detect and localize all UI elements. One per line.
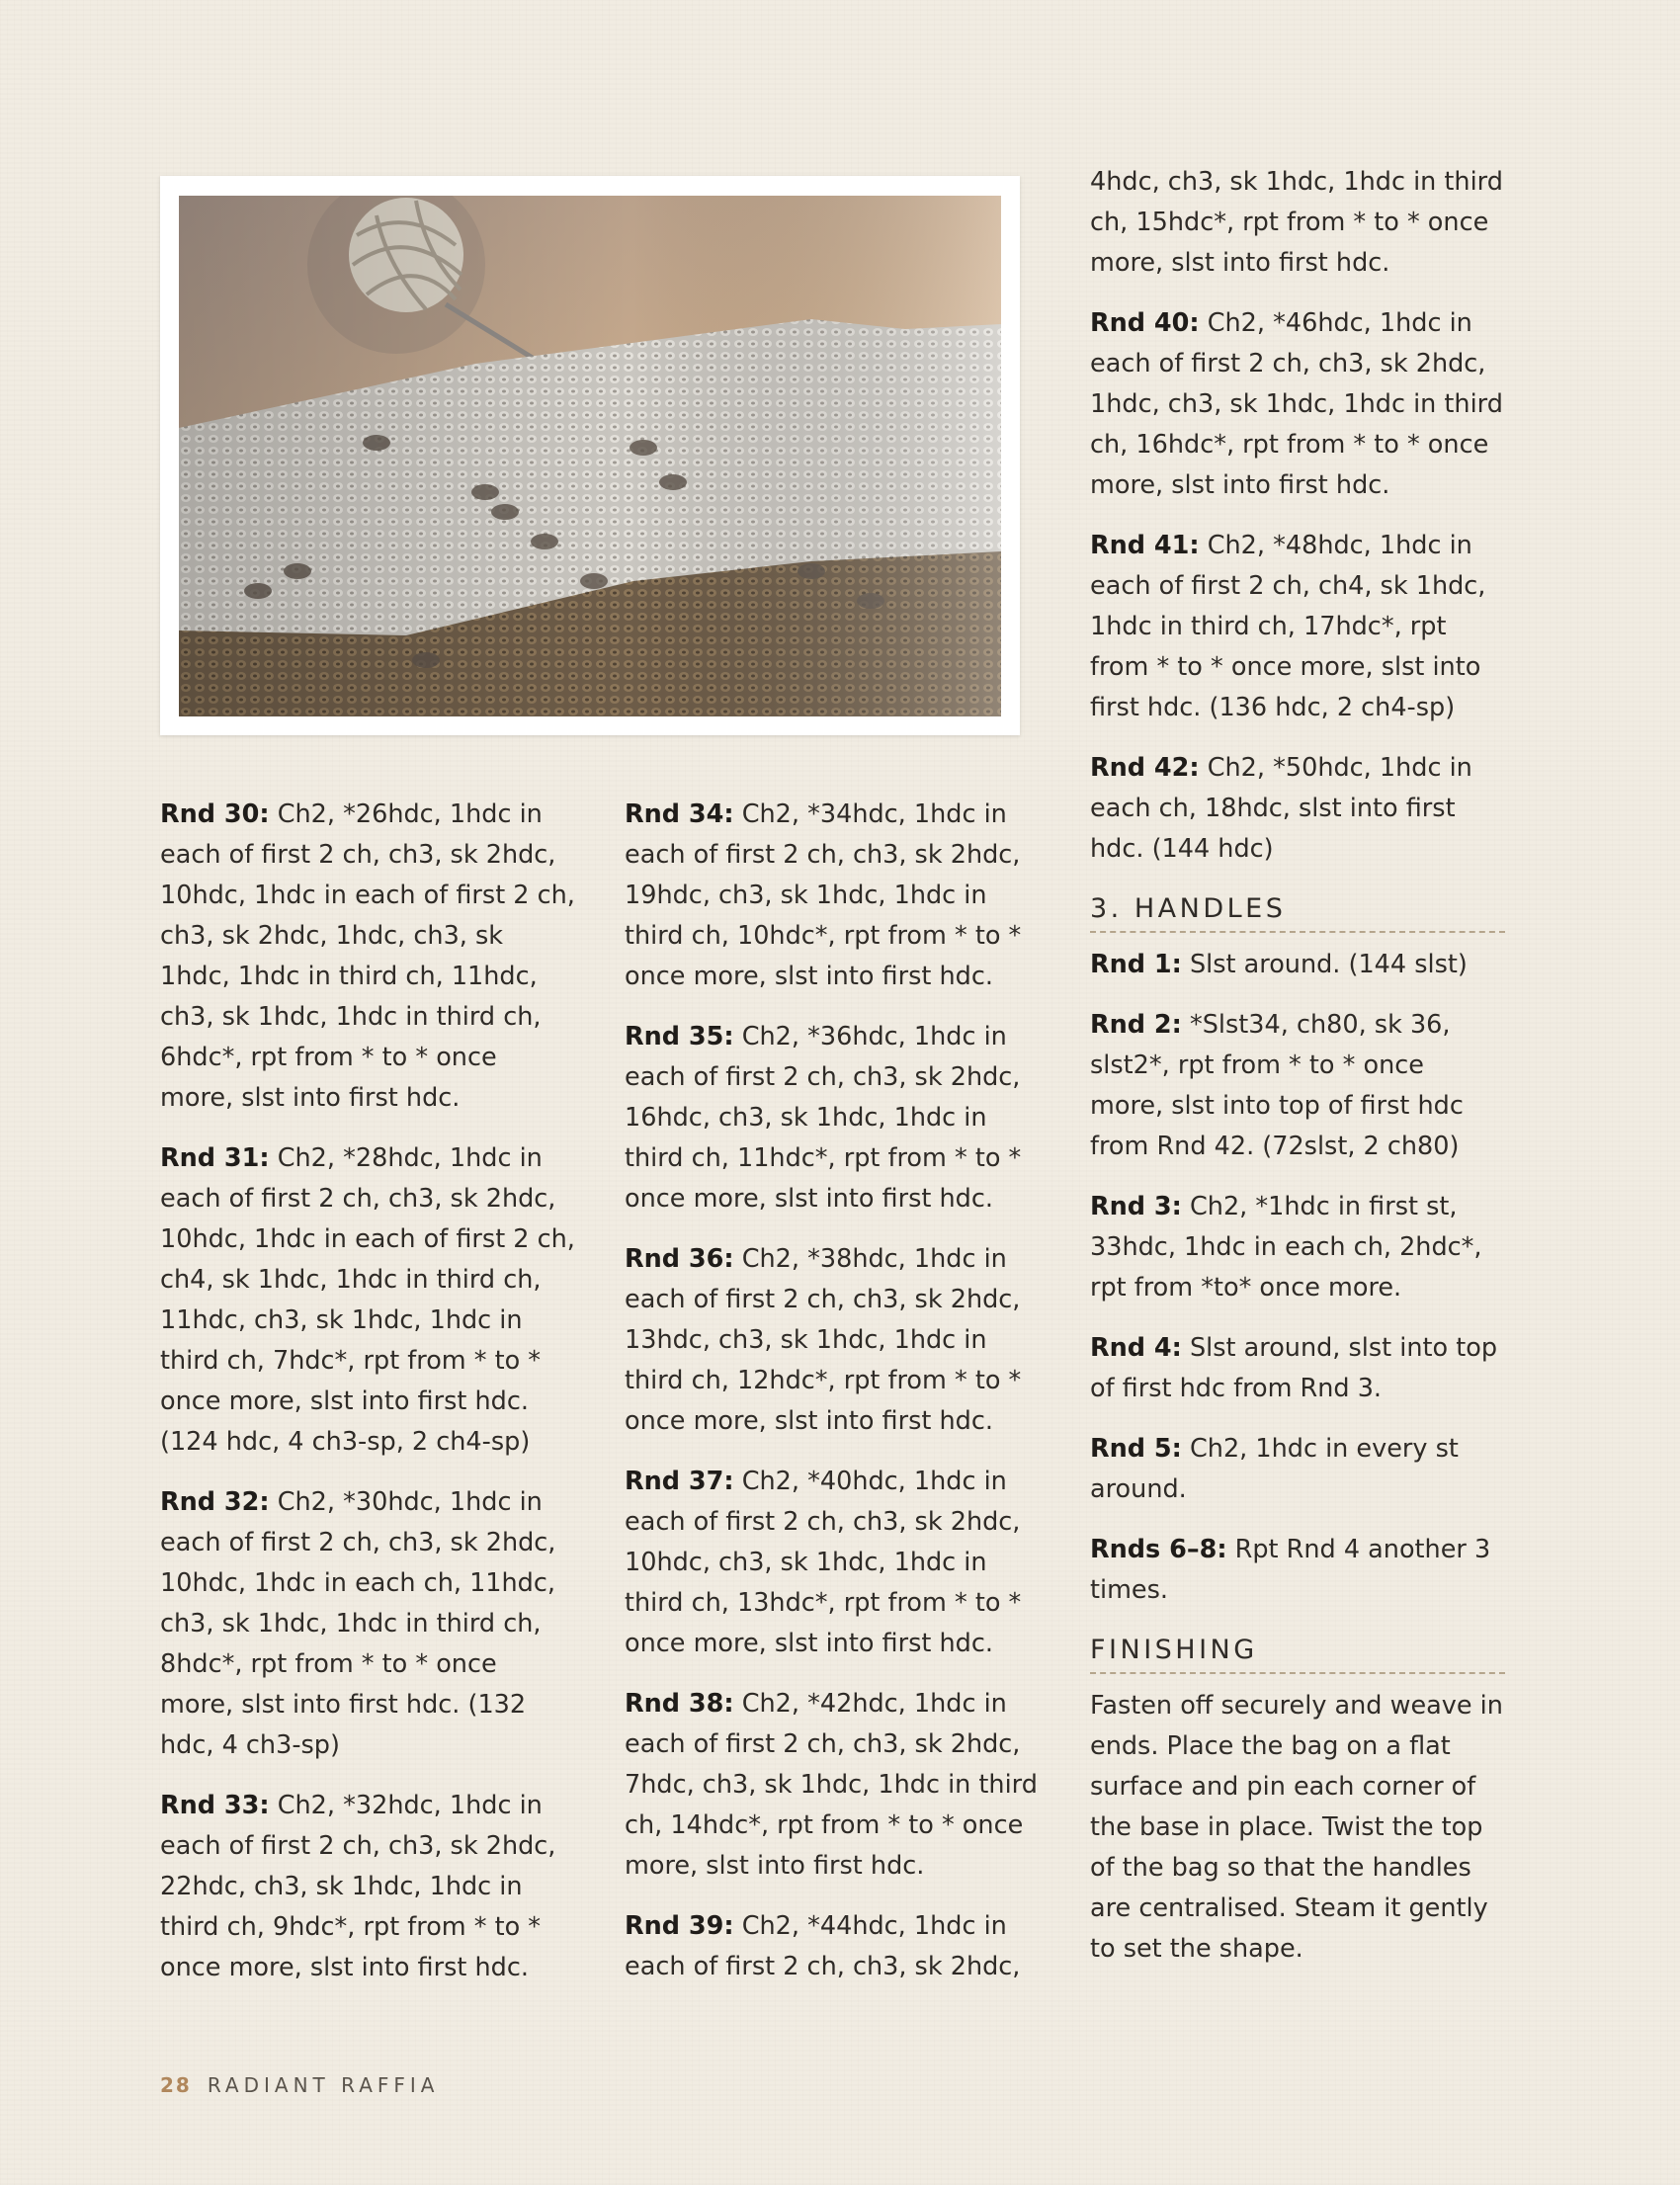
pattern-round — [1090, 1328, 1505, 1409]
round-label: Rnd 33: — [160, 1791, 270, 1820]
round-label: Rnd 35: — [625, 1022, 734, 1051]
pattern-round — [625, 1684, 1040, 1887]
round-instructions: Slst around. (144 slst) — [1181, 950, 1468, 979]
round-instructions: Ch2, *50hdc, 1hdc in each ch, 18hdc, slst into first hdc. (144 hdc) — [1090, 753, 1472, 864]
pattern-column-1 — [160, 795, 575, 2008]
round-label: Rnd 30: — [160, 799, 270, 829]
book-title: RADIANT RAFFIA — [207, 2073, 440, 2097]
round-label: Rnd 41: — [1090, 531, 1200, 560]
round-instructions: Ch2, *32hdc, 1hdc in each of first 2 ch, ch3, sk 2hdc, 22hdc, ch3, sk 1hdc, 1hdc in third ch, 9hdc*, rpt from * to * once more, slst into first hdc. — [160, 1791, 556, 1982]
round-label: Rnd 38: — [625, 1689, 734, 1719]
round-instructions: Ch2, 1hdc in every st around. — [1090, 1434, 1459, 1504]
pattern-round — [625, 1906, 1040, 1987]
round-instructions: Ch2, *26hdc, 1hdc in each of first 2 ch, ch3, sk 2hdc, 10hdc, 1hdc in each of first 2 ch, ch3, sk 2hdc, 1hdc, ch3, sk 1hdc, 1hdc in third ch, 11hdc, ch3, sk 1hdc, 1hdc in third ch, 6hdc*, rpt from * to * once more, slst into first hdc. — [160, 799, 575, 1113]
crochet-photo-frame — [160, 176, 1020, 735]
round-label: Rnd 37: — [625, 1467, 734, 1496]
round-instructions: Ch2, *28hdc, 1hdc in each of first 2 ch, ch3, sk 2hdc, 10hdc, 1hdc in each of first 2 ch, ch4, sk 1hdc, 1hdc in third ch, 11hdc, ch3, sk 1hdc, 1hdc in third ch, 7hdc*, rpt from * to * once more, slst into first hdc. (124 hdc, 4 ch3-sp, 2 ch4-sp) — [160, 1143, 575, 1457]
pattern-round — [160, 1786, 575, 1988]
round-instructions: Slst around, slst into top of first hdc from Rnd 3. — [1090, 1333, 1498, 1403]
round-instructions: Rpt Rnd 4 another 3 times. — [1090, 1535, 1491, 1605]
crochet-bag-photo — [179, 196, 1001, 716]
page-number: 28 — [160, 2073, 192, 2097]
round-instructions: Ch2, *1hdc in first st, 33hdc, 1hdc in each ch, 2hdc*, rpt from *to* once more. — [1090, 1192, 1482, 1303]
round-instructions: Ch2, *42hdc, 1hdc in each of first 2 ch, ch3, sk 2hdc, 7hdc, ch3, sk 1hdc, 1hdc in third ch, 14hdc*, rpt from * to * once more, slst into first hdc. — [625, 1689, 1038, 1881]
round-label: Rnd 36: — [625, 1244, 734, 1274]
pattern-round — [625, 1462, 1040, 1664]
round-label: Rnd 3: — [1090, 1192, 1182, 1221]
round-label: Rnd 4: — [1090, 1333, 1182, 1363]
round-label: Rnd 1: — [1090, 950, 1182, 979]
pattern-round — [160, 1482, 575, 1766]
pattern-column-2 — [625, 795, 1040, 2007]
col3-rounds — [1090, 303, 1505, 870]
round-label: Rnd 39: — [625, 1911, 734, 1941]
pattern-round — [1090, 1187, 1505, 1308]
pattern-round — [1090, 526, 1505, 728]
pattern-round — [625, 1017, 1040, 1219]
finishing-text: Fasten off securely and weave in ends. Place the bag on a flat surface and pin each corner of the base in place. Twist the top of the bag so that the handles are centralised. Steam it gently to set the shape. — [1090, 1691, 1503, 1964]
pattern-round — [1090, 1005, 1505, 1167]
pattern-round — [1090, 748, 1505, 870]
pattern-round — [625, 1239, 1040, 1442]
pattern-round — [160, 1138, 575, 1463]
page-footer — [160, 2073, 439, 2097]
round-instructions: Ch2, *40hdc, 1hdc in each of first 2 ch, ch3, sk 2hdc, 10hdc, ch3, sk 1hdc, 1hdc in third ch, 13hdc*, rpt from * to * once more, slst into first hdc. — [625, 1467, 1022, 1658]
handles-rounds — [1090, 945, 1505, 1611]
round-instructions: Ch2, *34hdc, 1hdc in each of first 2 ch, ch3, sk 2hdc, 19hdc, ch3, sk 1hdc, 1hdc in third ch, 10hdc*, rpt from * to * once more, slst into first hdc. — [625, 799, 1022, 991]
round-label: Rnd 32: — [160, 1487, 270, 1517]
round-instructions: Ch2, *30hdc, 1hdc in each of first 2 ch, ch3, sk 2hdc, 10hdc, 1hdc in each ch, 11hdc, ch3, sk 1hdc, 1hdc in third ch, 8hdc*, rpt from * to * once more, slst into first hdc. (132 hdc, 4 ch3-sp) — [160, 1487, 556, 1760]
pattern-column-3 — [1090, 162, 1505, 1989]
pattern-round — [1090, 945, 1505, 985]
round-label: Rnd 2: — [1090, 1010, 1182, 1040]
round-label: Rnd 31: — [160, 1143, 270, 1173]
round-label: Rnd 5: — [1090, 1434, 1182, 1464]
pattern-round — [1090, 1530, 1505, 1611]
pattern-round — [160, 795, 575, 1119]
round-label: Rnd 34: — [625, 799, 734, 829]
handles-heading: 3. HANDLES — [1090, 889, 1505, 933]
pattern-round — [625, 795, 1040, 997]
round-instructions: *Slst34, ch80, sk 36, slst2*, rpt from * to * once more, slst into top of first hdc from Rnd 42. (72slst, 2 ch80) — [1090, 1010, 1464, 1161]
round-instructions: Ch2, *46hdc, 1hdc in each of first 2 ch, ch3, sk 2hdc, 1hdc, ch3, sk 1hdc, 1hdc in third ch, 16hdc*, rpt from * to * once more, slst into first hdc. — [1090, 308, 1503, 500]
pattern-round — [1090, 303, 1505, 506]
round-label: Rnd 40: — [1090, 308, 1200, 338]
round-instructions: Ch2, *36hdc, 1hdc in each of first 2 ch, ch3, sk 2hdc, 16hdc, ch3, sk 1hdc, 1hdc in third ch, 11hdc*, rpt from * to * once more, slst into first hdc. — [625, 1022, 1022, 1214]
round-instructions: Ch2, *48hdc, 1hdc in each of first 2 ch, ch4, sk 1hdc, 1hdc in third ch, 17hdc*, rpt from * to * once more, slst into first hdc. (136 hdc, 2 ch4-sp) — [1090, 531, 1486, 722]
round-label: Rnd 42: — [1090, 753, 1200, 783]
round-instructions: Ch2, *38hdc, 1hdc in each of first 2 ch, ch3, sk 2hdc, 13hdc, ch3, sk 1hdc, 1hdc in third ch, 12hdc*, rpt from * to * once more, slst into first hdc. — [625, 1244, 1022, 1436]
pattern-round — [1090, 1429, 1505, 1510]
round-instructions: Ch2, *44hdc, 1hdc in each of first 2 ch, ch3, sk 2hdc, — [625, 1911, 1021, 1981]
finishing-heading: FINISHING — [1090, 1631, 1505, 1674]
round-label: Rnds 6–8: — [1090, 1535, 1227, 1564]
round-continued: 4hdc, ch3, sk 1hdc, 1hdc in third ch, 15hdc*, rpt from * to * once more, slst into first hdc. — [1090, 167, 1503, 278]
